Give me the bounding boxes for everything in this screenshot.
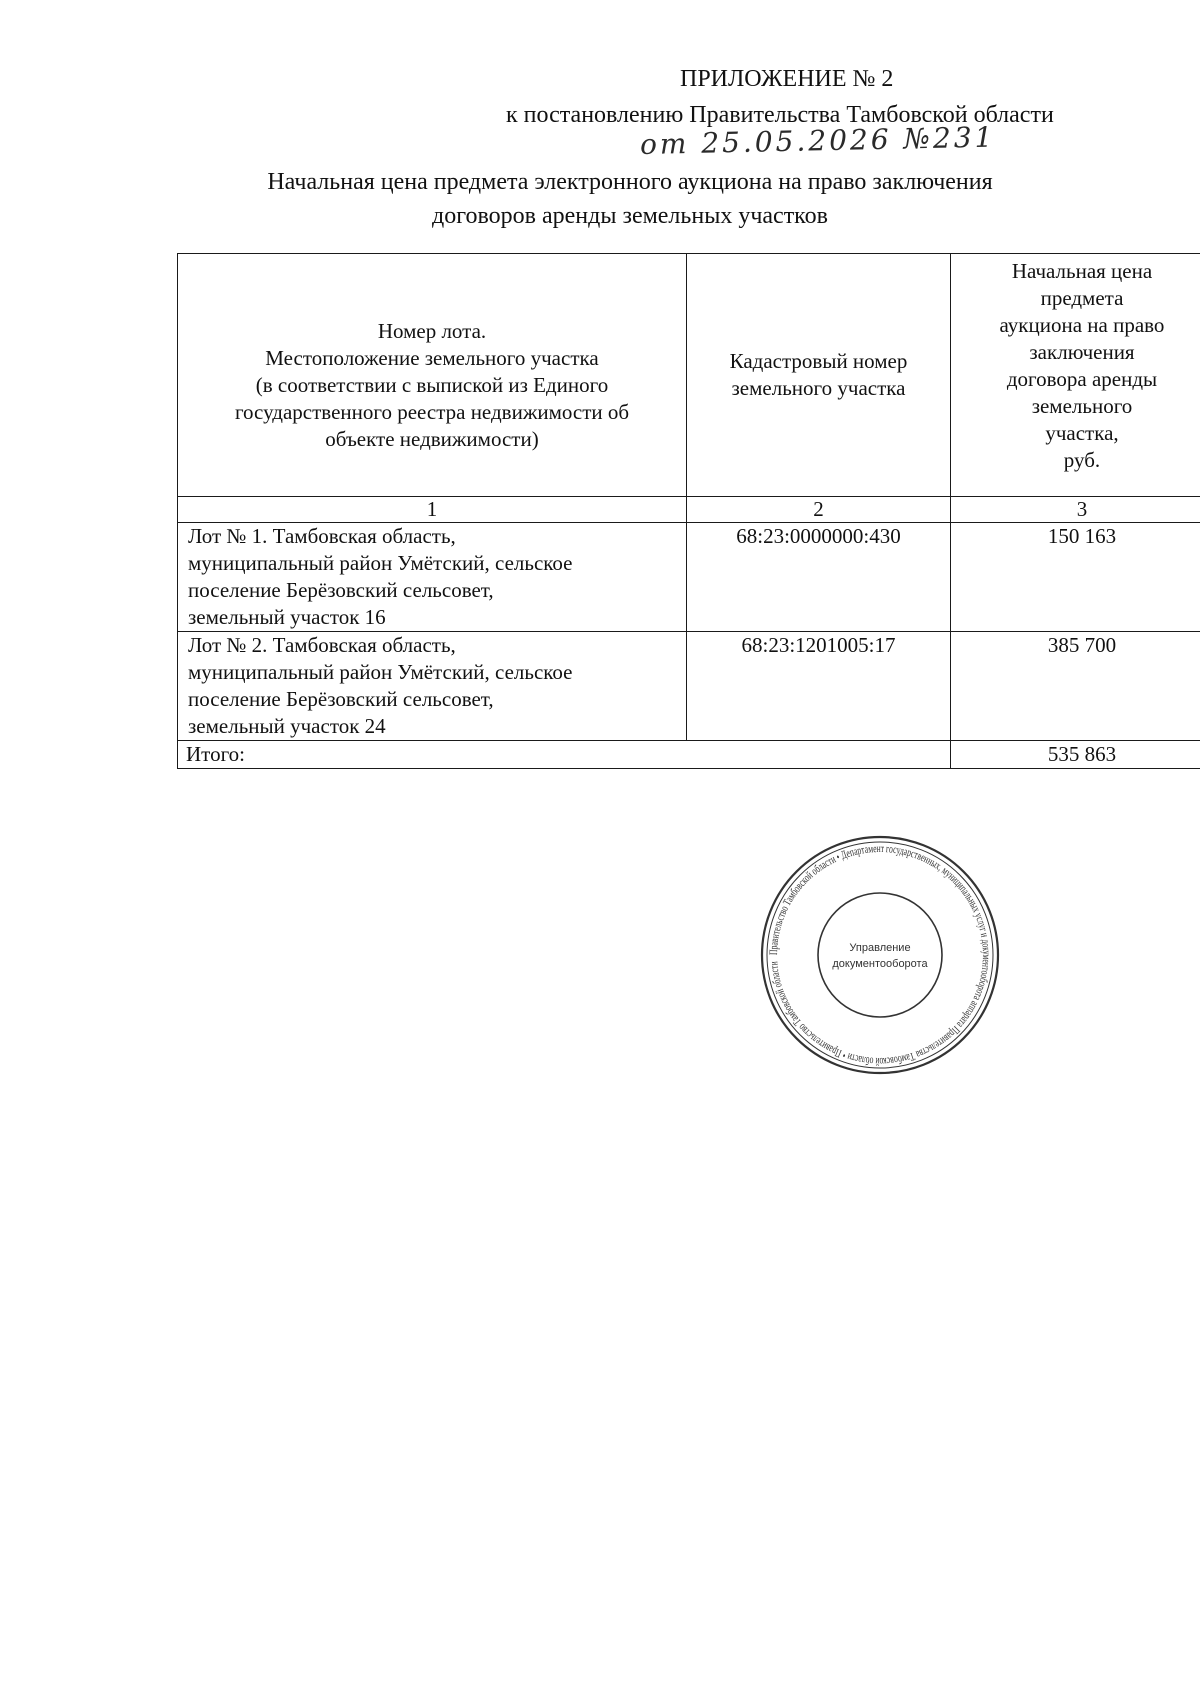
attachment-number: ПРИЛОЖЕНИЕ № 2 xyxy=(680,66,894,92)
location-line: Лот № 2. Тамбовская область, xyxy=(188,633,456,657)
attachment-resolution-ref: к постановлению Правительства Тамбовской области xyxy=(506,102,1054,128)
location-line: муниципальный район Умётский, сельское xyxy=(188,551,573,575)
lots-table xyxy=(177,253,1200,769)
official-stamp xyxy=(760,835,1000,1075)
stamp-ring-textpath: Правительство Тамбовской области • Департамент государственных, муниципальных услуг и документооборота аппарата Правительства Тамбовской области • Правительство Тамбовской области xyxy=(767,842,993,1068)
cadastral-number: 68:23:0000000:430 xyxy=(687,523,951,632)
table-row xyxy=(178,632,1200,741)
stamp-center-line-2: документооборота xyxy=(832,958,928,970)
header-text-line: Кадастровый номер xyxy=(729,349,908,373)
handwritten-date-number: от 25.05.2026 №231 xyxy=(639,120,996,161)
column-number-row xyxy=(178,497,1200,523)
stamp-outer-ring xyxy=(762,837,998,1073)
column-number: 2 xyxy=(687,497,951,523)
start-price: 385 700 xyxy=(951,632,1200,741)
header-text-line: Номер лота. xyxy=(377,318,487,343)
total-label: Итого: xyxy=(178,741,951,769)
header-text-line: объекте недвижимости) xyxy=(325,426,539,451)
header-text-line: (в соответствии с выпиской из Единого xyxy=(255,372,609,397)
header-text-line: аукциона на право xyxy=(999,313,1165,337)
header-text-line: участка, xyxy=(1045,421,1119,445)
location-line: земельный участок 24 xyxy=(188,714,386,738)
cadastral-number: 68:23:1201005:17 xyxy=(687,632,951,741)
table-header-row xyxy=(178,254,1200,497)
location-line: поселение Берёзовский сельсовет, xyxy=(188,578,494,602)
location-line: Лот № 1. Тамбовская область, xyxy=(188,524,456,548)
header-text-line: Начальная цена xyxy=(1011,259,1153,283)
column-number: 1 xyxy=(178,497,687,523)
header-text-line: государственного реестра недвижимости об xyxy=(234,399,630,424)
location-line: земельный участок 16 xyxy=(188,605,386,629)
stamp-center-line-1: Управление xyxy=(849,942,911,954)
document-title-line-2: договоров аренды земельных участков xyxy=(432,203,828,229)
document-title-line-1: Начальная цена предмета электронного аукциона на право заключения xyxy=(267,169,993,195)
header-lot-location xyxy=(178,254,687,497)
header-text-line: предмета xyxy=(1040,286,1124,310)
start-price: 150 163 xyxy=(951,523,1200,632)
total-value: 535 863 xyxy=(951,741,1200,769)
header-text-line: земельного xyxy=(1031,394,1133,418)
location-line: муниципальный район Умётский, сельское xyxy=(188,660,573,684)
stamp-center-ring xyxy=(818,893,942,1017)
location-line: поселение Берёзовский сельсовет, xyxy=(188,687,494,711)
total-row xyxy=(178,741,1200,769)
column-number: 3 xyxy=(951,497,1200,523)
header-text-line: земельного участка xyxy=(731,376,906,400)
table-row xyxy=(178,523,1200,632)
header-start-price xyxy=(951,254,1200,497)
header-text-line: заключения xyxy=(1029,340,1135,364)
document-title xyxy=(180,165,1080,233)
stamp-ring-text xyxy=(768,843,992,1067)
header-text-line: Местоположение земельного участка xyxy=(265,345,599,370)
header-text-line: договора аренды xyxy=(1006,367,1158,391)
lot-location xyxy=(178,523,687,632)
lot-location xyxy=(178,632,687,741)
header-cadastral xyxy=(687,254,951,497)
header-text-line: руб. xyxy=(1063,448,1101,472)
